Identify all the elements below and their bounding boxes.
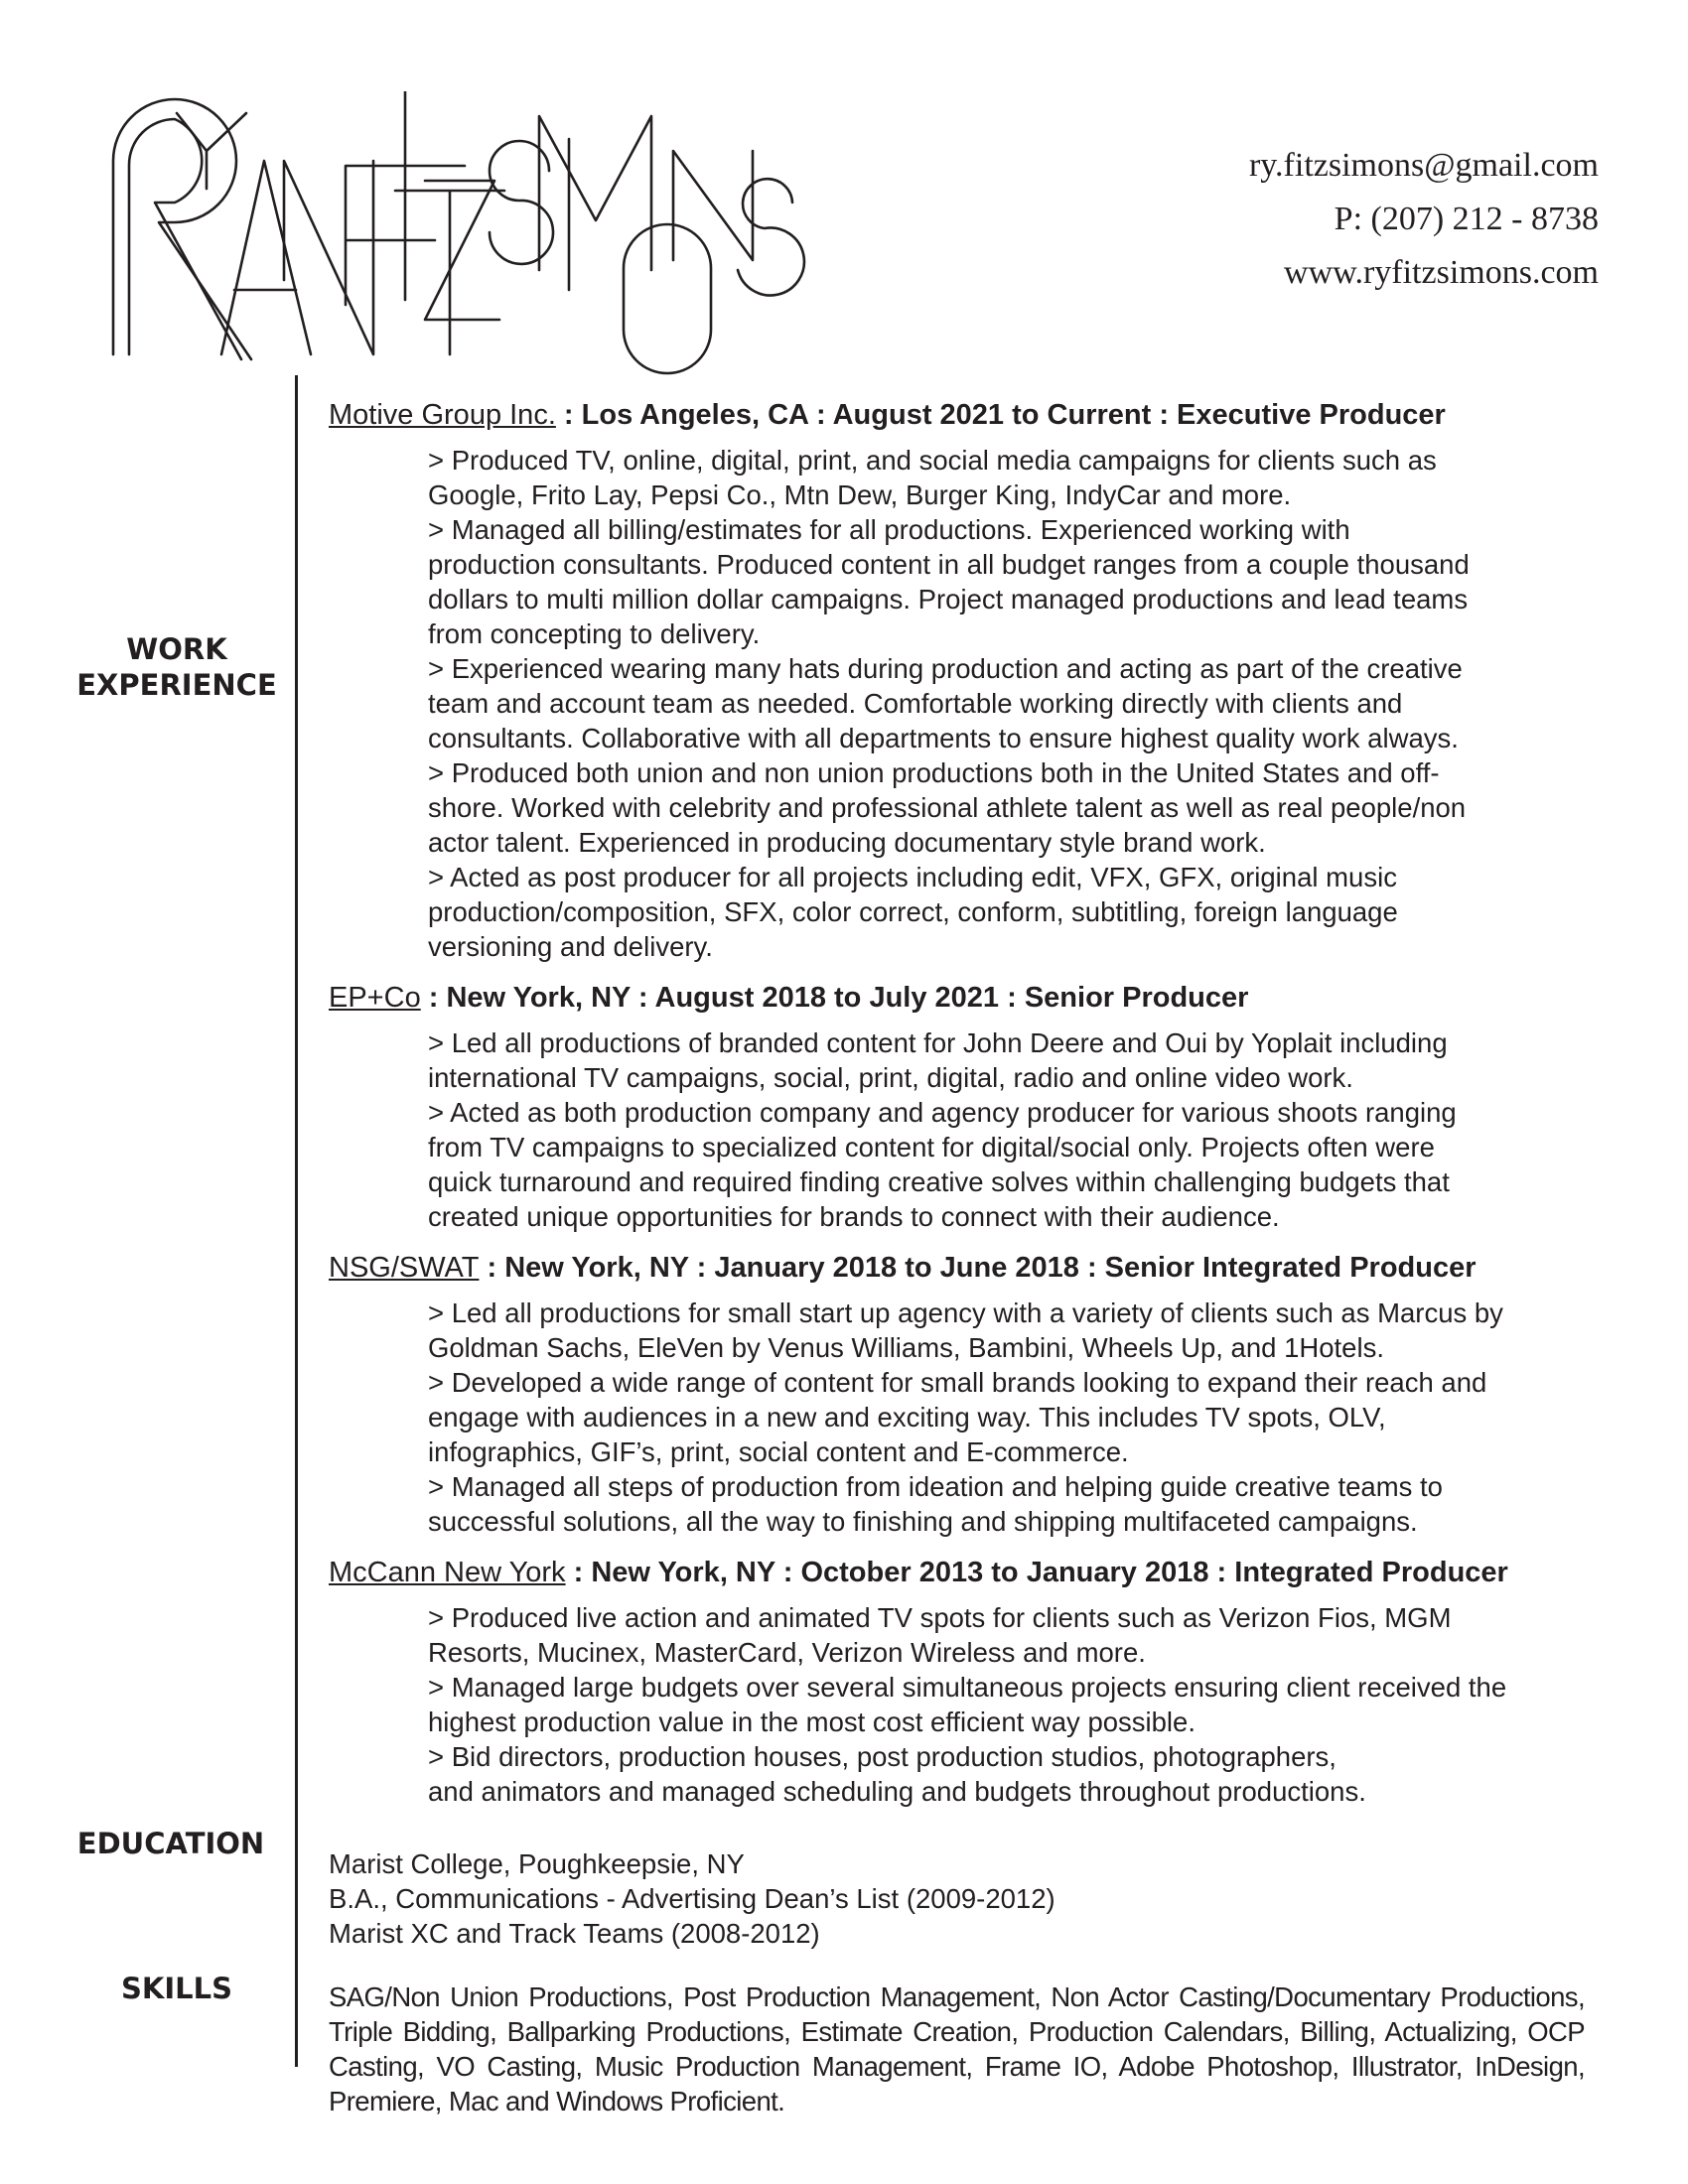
- website-link[interactable]: www.ryfitzsimons.com: [1284, 254, 1599, 291]
- job-details: : Los Angeles, CA : August 2021 to Current : Executive Producer: [555, 399, 1446, 431]
- section-divider: [295, 375, 298, 2067]
- job-heading: [329, 978, 1619, 1018]
- email-link[interactable]: ry.fitzsimons@gmail.com: [1248, 147, 1599, 184]
- job-bullets: [428, 1600, 1619, 1809]
- job-bullets: [428, 1296, 1619, 1539]
- work-experience-heading: WORK EXPERIENCE: [76, 632, 277, 702]
- job-bullet: > Acted as post producer for all projects including edit, VFX, GFX, original music production/composition, SFX, color correct, conform, subtitling, foreign language versioning and delivery.: [428, 862, 1398, 962]
- job-bullets: [428, 443, 1619, 964]
- job-bullet: > Bid directors, production houses, post production studios, photographers, and animators and managed scheduling and budgets throughout productions.: [428, 1741, 1366, 1807]
- job-bullet: > Managed all billing/estimates for all productions. Experienced working with production consultants. Produced content in all budget ranges from a couple thousand dollars to multi million dollar campaigns. Project managed productions and lead teams from concepting to delivery.: [428, 514, 1470, 649]
- job-bullet: > Acted as both production company and agency producer for various shoots ranging from TV campaigns to specialized content for digital/social only. Projects often were quick turnaround and required finding creative solves within challenging budgets that created unique opportunities for brands to connect with their audience.: [428, 1097, 1457, 1232]
- company-name: EP+Co: [329, 982, 421, 1014]
- job-bullet: > Led all productions for small start up agency with a variety of clients such as Marcus by Goldman Sachs, EleVen by Venus Williams, Bambini, Wheels Up, and 1Hotels.: [428, 1297, 1503, 1363]
- logo-letter-n2: [673, 151, 753, 260]
- job-heading: [329, 395, 1619, 435]
- logo-letter-m: [539, 116, 651, 270]
- job-bullet: > Produced both union and non union productions both in the United States and off- shore. Worked with celebrity and professional athlete talent as well as real people/non actor talent. Experienced in producing documentary style brand work.: [428, 757, 1467, 858]
- logo-letter-r-inner: [129, 119, 241, 359]
- job-bullet: > Produced TV, online, digital, print, and social media campaigns for clients such as Google, Frito Lay, Pepsi Co., Mtn Dew, Burger King, IndyCar and more.: [428, 445, 1437, 510]
- logo-letter-s2: [738, 179, 804, 295]
- job-entry: [329, 1248, 1619, 1539]
- logo-letter-o: [624, 224, 711, 373]
- job-heading: [329, 1248, 1619, 1288]
- job-bullets: [428, 1025, 1619, 1234]
- education-heading: EDUCATION: [76, 1827, 265, 1860]
- name-logo: [107, 91, 1051, 379]
- job-bullet: > Produced live action and animated TV spots for clients such as Verizon Fios, MGM Resorts, Mucinex, MasterCard, Verizon Wireless and more.: [428, 1602, 1452, 1668]
- education-line: Marist XC and Track Teams (2008-2012): [329, 1918, 820, 1949]
- job-details: : New York, NY : January 2018 to June 2018 : Senior Integrated Producer: [479, 1252, 1477, 1284]
- skills-text: SAG/Non Union Productions, Post Production Management, Non Actor Casting/Documentary Productions, Triple Bidding, Ballparking Productions, Estimate Creation, Production Calendars, Billing, Actualizing, OCP Casting, VO Casting, Music Production Management, Frame IO, Adobe Photoshop, Illustrator, InDesign, Premiere, Mac and Windows Proficient.: [329, 1981, 1585, 2116]
- job-bullet: > Developed a wide range of content for small brands looking to expand their reach and engage with audiences in a new and exciting way. This includes TV spots, OLV, infographics, GIF’s, print, social content and E-commerce.: [428, 1367, 1487, 1467]
- job-bullet: > Led all productions of branded content for John Deere and Oui by Yoplait including international TV campaigns, social, print, digital, radio and online video work.: [428, 1027, 1448, 1093]
- logo-letter-z: [425, 181, 499, 320]
- education-list: [329, 1846, 1619, 1951]
- job-bullet: > Managed all steps of production from ideation and helping guide creative teams to successful solutions, all the way to finishing and shipping multifaceted campaigns.: [428, 1471, 1443, 1537]
- logo-letter-s: [490, 141, 553, 264]
- work-experience-list: [329, 395, 1619, 1823]
- job-details: : New York, NY : August 2018 to July 2021 : Senior Producer: [420, 982, 1249, 1014]
- skills-heading: SKILLS: [121, 1972, 232, 2005]
- job-entry: [329, 395, 1619, 964]
- education-line: Marist College, Poughkeepsie, NY: [329, 1848, 745, 1879]
- company-name: NSG/SWAT: [329, 1252, 480, 1284]
- logo-letter-n: [284, 161, 373, 354]
- company-name: Motive Group Inc.: [329, 399, 556, 431]
- job-details: : New York, NY : October 2013 to January 2018 : Integrated Producer: [565, 1557, 1508, 1588]
- contact-block: [1249, 139, 1599, 300]
- job-entry: [329, 1553, 1619, 1809]
- logo-letter-r: [113, 99, 251, 359]
- job-heading: [329, 1553, 1619, 1592]
- job-bullet: > Managed large budgets over several simultaneous projects ensuring client received the highest production value in the most cost efficient way possible.: [428, 1672, 1507, 1737]
- job-bullet: > Experienced wearing many hats during production and acting as part of the creative team and account team as needed. Comfortable working directly with clients and consultants. Collaborative with all departments to ensure highest quality work always.: [428, 653, 1463, 753]
- education-line: B.A., Communications - Advertising Dean’s List (2009-2012): [329, 1883, 1055, 1914]
- job-entry: [329, 978, 1619, 1234]
- phone-number: P: (207) 212 - 8738: [1334, 201, 1599, 237]
- company-name: McCann New York: [329, 1557, 566, 1588]
